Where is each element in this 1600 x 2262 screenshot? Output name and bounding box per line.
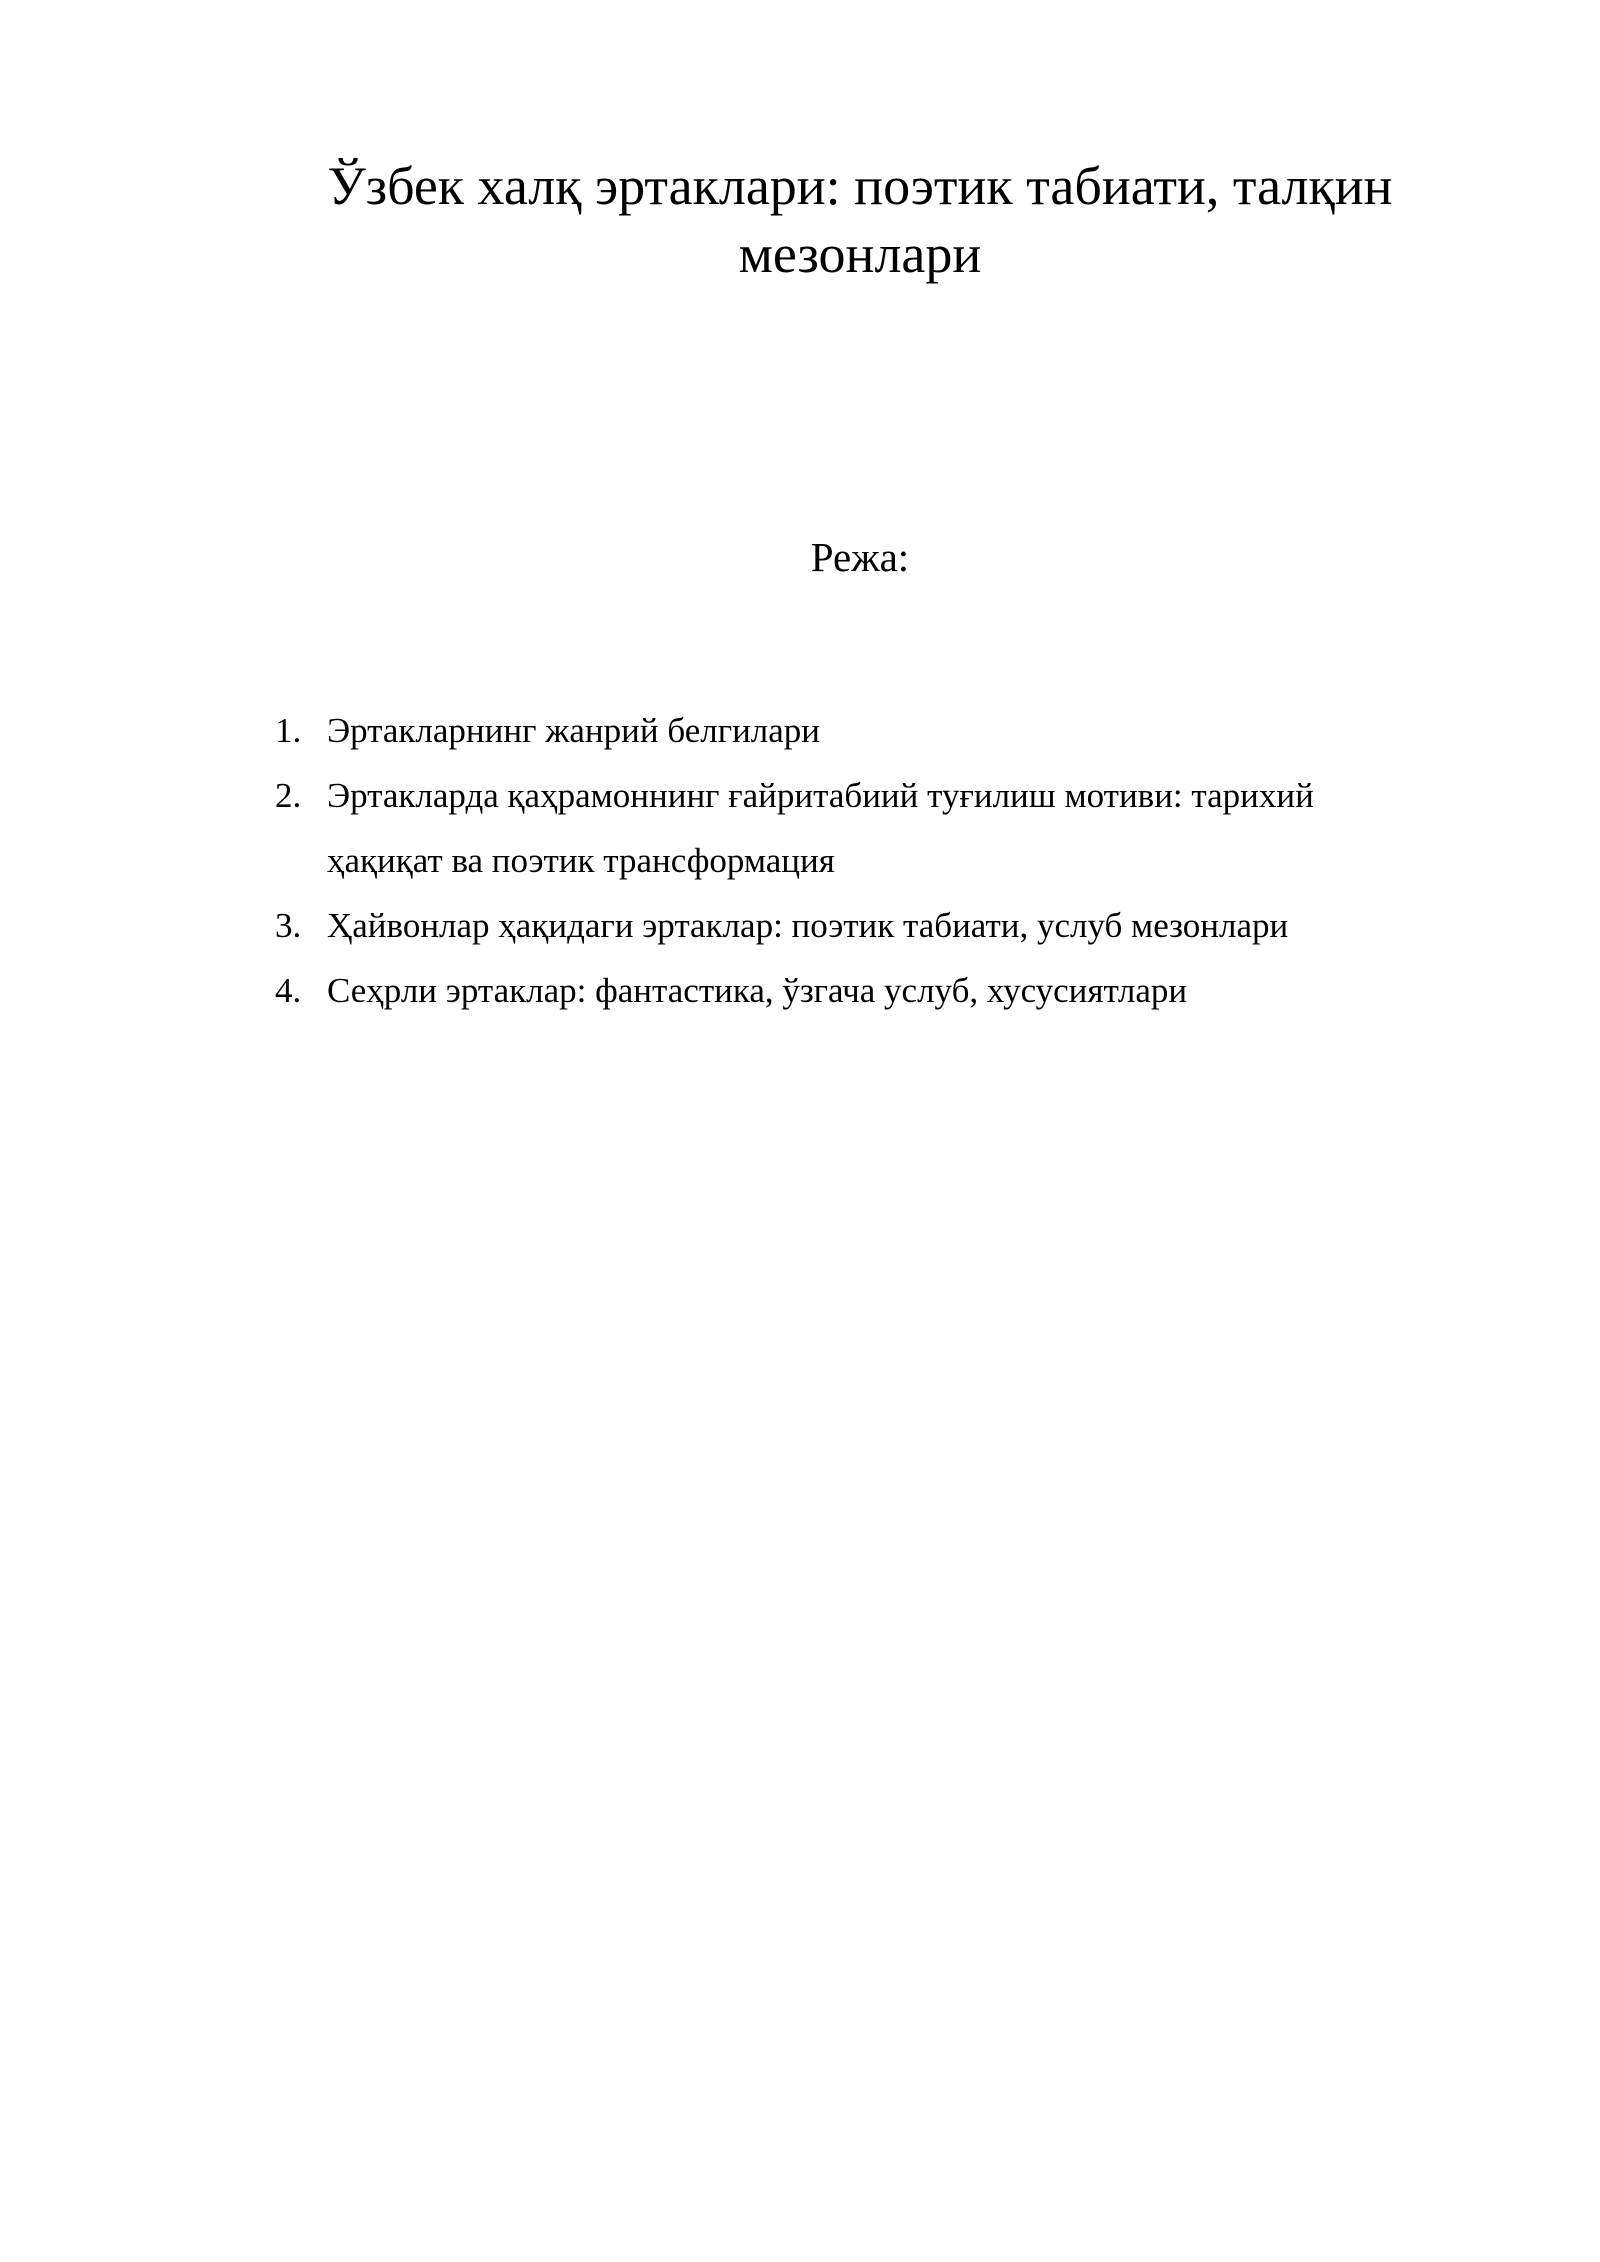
plan-item-text: Ҳайвонлар ҳақидаги эртаклар: поэтик табиати, услуб мезонлари (327, 906, 1289, 945)
plan-list (275, 698, 1435, 1023)
plan-item-text: Эртакларнинг жанрий белгилари (327, 711, 821, 750)
plan-item-4 (275, 958, 1435, 1023)
plan-item-text: Эртакларда қаҳрамоннинг ғайритабиий туғилиш мотиви: тарихий ҳақиқат ва поэтик трансформация (327, 776, 1314, 880)
plan-item-number: 1. (275, 711, 302, 750)
plan-item-2 (275, 763, 1435, 893)
plan-item-3 (275, 893, 1435, 958)
plan-heading: Режа: (810, 534, 910, 580)
page-title: Ўзбек халқ эртаклари: поэтик табиати, талқин мезонлари (327, 156, 1393, 284)
plan-item-number: 3. (275, 906, 302, 945)
plan-item-1 (275, 698, 1435, 763)
plan-item-text: Сеҳрли эртаклар: фантастика, ўзгача услуб, хусусиятлари (327, 971, 1188, 1010)
plan-item-number: 4. (275, 971, 302, 1010)
plan-item-number: 2. (275, 776, 302, 815)
